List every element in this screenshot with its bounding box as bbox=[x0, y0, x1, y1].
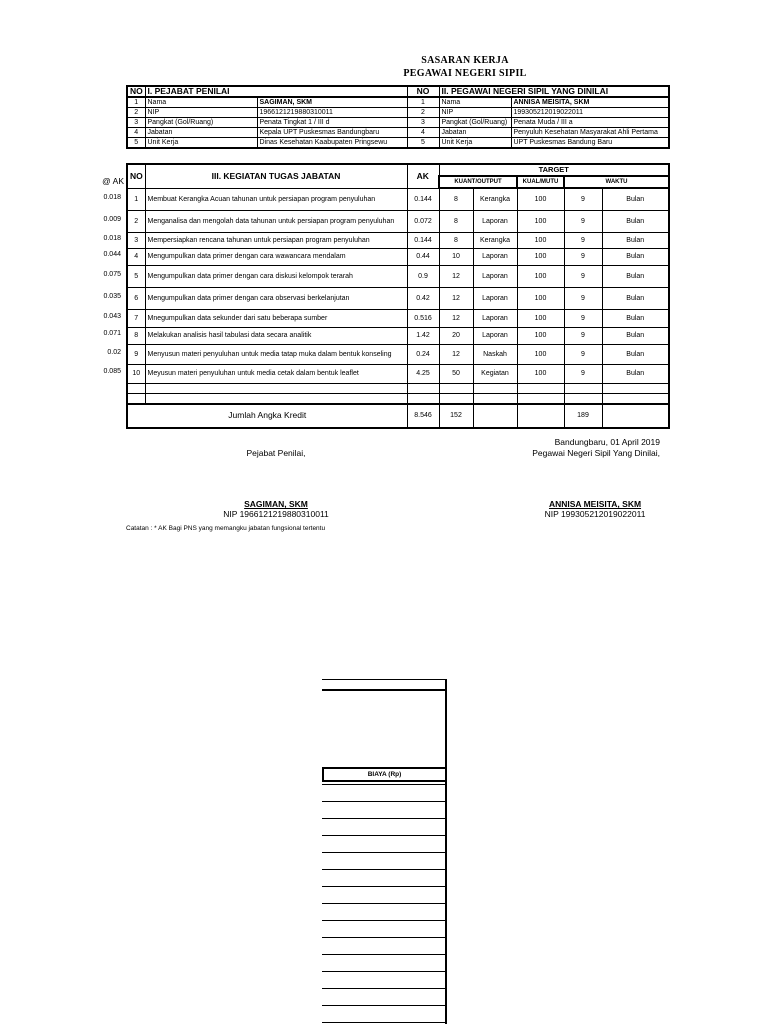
at-ak-value: 0.071 bbox=[103, 330, 121, 337]
identity-no: 4 bbox=[127, 128, 145, 138]
pejabat-header: I. PEJABAT PENILAI bbox=[145, 86, 407, 97]
kegiatan-no: 9 bbox=[127, 344, 145, 364]
kegiatan-waktu-unit: Bulan bbox=[602, 364, 669, 383]
kegiatan-mutu: 100 bbox=[517, 265, 564, 287]
pegawai-value: Penyuluh Kesehatan Masyarakat Ahli Pertama bbox=[511, 128, 669, 138]
biaya-line bbox=[322, 1022, 445, 1023]
identity-row bbox=[127, 138, 669, 149]
kegiatan-ak: 0.44 bbox=[407, 248, 439, 265]
kegiatan-desc: Menyusun materi penyuluhan untuk media tatap muka dalam bentuk konseling bbox=[145, 344, 407, 364]
total-ak: 8.546 bbox=[407, 404, 439, 428]
kegiatan-waktu-unit: Bulan bbox=[602, 309, 669, 327]
total-row bbox=[127, 404, 669, 428]
at-ak-value: 0.018 bbox=[103, 193, 121, 201]
kegiatan-no: 10 bbox=[127, 364, 145, 383]
kegiatan-title-header: III. KEGIATAN TUGAS JABATAN bbox=[145, 164, 407, 188]
kegiatan-ak: 0.9 bbox=[407, 265, 439, 287]
kegiatan-ak: 0.24 bbox=[407, 344, 439, 364]
biaya-line bbox=[322, 903, 445, 904]
kegiatan-mutu: 100 bbox=[517, 248, 564, 265]
identity-label2: NIP bbox=[439, 108, 511, 118]
kegiatan-waktu-unit: Bulan bbox=[602, 265, 669, 287]
kegiatan-waktu: 9 bbox=[564, 309, 602, 327]
biaya-line bbox=[322, 818, 445, 819]
identity-no2: 5 bbox=[407, 138, 439, 149]
identity-header-row bbox=[127, 86, 669, 97]
identity-no: 3 bbox=[127, 118, 145, 128]
kegiatan-waktu: 9 bbox=[564, 287, 602, 309]
kegiatan-mutu: 100 bbox=[517, 287, 564, 309]
kegiatan-unit: Kerangka bbox=[473, 232, 517, 248]
kegiatan-qty: 8 bbox=[439, 232, 473, 248]
kegiatan-qty: 12 bbox=[439, 265, 473, 287]
waktu-header: WAKTU bbox=[564, 176, 669, 188]
kegiatan-row bbox=[127, 248, 669, 265]
identity-no: 5 bbox=[127, 138, 145, 149]
kegiatan-mutu: 100 bbox=[517, 210, 564, 232]
kegiatan-unit: Laporan bbox=[473, 210, 517, 232]
empty-row bbox=[127, 393, 669, 404]
identity-row bbox=[127, 128, 669, 138]
identity-no2: 3 bbox=[407, 118, 439, 128]
kegiatan-unit: Laporan bbox=[473, 327, 517, 344]
kegiatan-no: 2 bbox=[127, 210, 145, 232]
biaya-line bbox=[322, 988, 445, 989]
kegiatan-row bbox=[127, 309, 669, 327]
identity-label: NIP bbox=[145, 108, 257, 118]
identity-row bbox=[127, 97, 669, 108]
kegiatan-mutu: 100 bbox=[517, 327, 564, 344]
kegiatan-ak: 0.42 bbox=[407, 287, 439, 309]
identity-no: 2 bbox=[127, 108, 145, 118]
kegiatan-row bbox=[127, 232, 669, 248]
kegiatan-waktu-unit: Bulan bbox=[602, 232, 669, 248]
kegiatan-no: 5 bbox=[127, 265, 145, 287]
kuant-header: KUANT/OUTPUT bbox=[439, 176, 517, 188]
kegiatan-desc: Melakukan analisis hasil tabulasi data secara analitik bbox=[145, 327, 407, 344]
kegiatan-desc: Mengumpulkan data primer dengan cara observasi berkelanjutan bbox=[145, 287, 407, 309]
identity-label: Unit Kerja bbox=[145, 138, 257, 149]
target-header: TARGET bbox=[439, 164, 669, 176]
kual-header: KUAL/MUTU bbox=[517, 176, 564, 188]
identity-label: Nama bbox=[145, 97, 257, 108]
pejabat-value: SAGIMAN, SKM bbox=[257, 97, 407, 108]
total-waktu: 189 bbox=[564, 404, 602, 428]
kegiatan-waktu: 9 bbox=[564, 188, 602, 210]
kegiatan-waktu-unit: Bulan bbox=[602, 188, 669, 210]
pejabat-value: Dinas Kesehatan Kaabupaten Pringsewu bbox=[257, 138, 407, 149]
kegiatan-desc: Mnegumpulkan data sekunder dari satu beberapa sumber bbox=[145, 309, 407, 327]
at-ak-header: @ AK bbox=[102, 176, 124, 186]
identity-label2: Unit Kerja bbox=[439, 138, 511, 149]
kegiatan-unit: Naskah bbox=[473, 344, 517, 364]
kegiatan-waktu: 9 bbox=[564, 265, 602, 287]
kegiatan-row bbox=[127, 344, 669, 364]
doc-title-line1: SASARAN KERJA bbox=[421, 55, 509, 66]
biaya-line bbox=[322, 920, 445, 921]
kegiatan-waktu-unit: Bulan bbox=[602, 248, 669, 265]
at-ak-value: 0.035 bbox=[103, 292, 121, 300]
kegiatan-table bbox=[126, 163, 670, 429]
identity-no2: 2 bbox=[407, 108, 439, 118]
identity-label: Pangkat (Gol/Ruang) bbox=[145, 118, 257, 128]
kegiatan-waktu-unit: Bulan bbox=[602, 287, 669, 309]
identity-no2: 4 bbox=[407, 128, 439, 138]
kegiatan-waktu: 9 bbox=[564, 344, 602, 364]
kegiatan-qty: 8 bbox=[439, 188, 473, 210]
right-signer-name: ANNISA MEISITA, SKM bbox=[548, 499, 642, 509]
kegiatan-ak: 0.144 bbox=[407, 188, 439, 210]
kegiatan-qty: 20 bbox=[439, 327, 473, 344]
biaya-line bbox=[322, 937, 445, 938]
kegiatan-row bbox=[127, 265, 669, 287]
pegawai-header: II. PEGAWAI NEGERI SIPIL YANG DINILAI bbox=[439, 86, 669, 97]
kegiatan-row bbox=[127, 287, 669, 309]
biaya-right-border bbox=[445, 679, 447, 1024]
identity-row bbox=[127, 108, 669, 118]
identity-table bbox=[126, 85, 670, 149]
kegiatan-mutu: 100 bbox=[517, 232, 564, 248]
left-signer-name: SAGIMAN, SKM bbox=[244, 499, 308, 509]
pegawai-value: UPT Puskesmas Bandung Baru bbox=[511, 138, 669, 149]
kegiatan-desc: Mengumpulkan data primer dengan cara wawancara mendalam bbox=[145, 248, 407, 265]
right-signer-nip: NIP 199305212019022011 bbox=[544, 509, 646, 519]
biaya-line bbox=[322, 852, 445, 853]
biaya-line bbox=[322, 1005, 445, 1006]
total-qty: 152 bbox=[439, 404, 473, 428]
kegiatan-desc: Mengumpulkan data primer dengan cara diskusi kelompok terarah bbox=[145, 265, 407, 287]
kegiatan-unit: Kerangka bbox=[473, 188, 517, 210]
left-role: Pejabat Penilai, bbox=[246, 448, 306, 458]
identity-label: Jabatan bbox=[145, 128, 257, 138]
kegiatan-qty: 8 bbox=[439, 210, 473, 232]
kegiatan-qty: 12 bbox=[439, 309, 473, 327]
kegiatan-row bbox=[127, 364, 669, 383]
kegiatan-waktu: 9 bbox=[564, 248, 602, 265]
left-signer-nip: NIP 196612121988031001​1 bbox=[223, 509, 329, 519]
biaya-top-line bbox=[322, 679, 446, 680]
biaya-line bbox=[322, 869, 445, 870]
kegiatan-header-row bbox=[127, 164, 669, 176]
at-ak-value: 0.009 bbox=[103, 215, 121, 223]
kegiatan-ak: 0.516 bbox=[407, 309, 439, 327]
kegiatan-desc: Menganalisa dan mengolah data tahunan untuk persiapan program penyuluhan bbox=[145, 210, 407, 232]
biaya-line bbox=[322, 801, 445, 802]
kegiatan-no: 7 bbox=[127, 309, 145, 327]
identity-no: 1 bbox=[127, 97, 145, 108]
kegiatan-ak: 1.42 bbox=[407, 327, 439, 344]
kegiatan-waktu-unit: Bulan bbox=[602, 210, 669, 232]
kegiatan-waktu: 9 bbox=[564, 364, 602, 383]
at-ak-value: 0.044 bbox=[103, 251, 121, 258]
pejabat-value: 196612121988031001​1 bbox=[257, 108, 407, 118]
kegiatan-desc: Mempersiapkan rencana tahunan untuk persiapan program penyuluhan bbox=[145, 232, 407, 248]
kegiatan-no: 8 bbox=[127, 327, 145, 344]
at-ak-value: 0.043 bbox=[103, 312, 121, 320]
biaya-line bbox=[322, 954, 445, 955]
total-label: Jumlah Angka Kredit bbox=[127, 404, 407, 428]
pegawai-value: 199305212019022011 bbox=[511, 108, 669, 118]
identity-no2: 1 bbox=[407, 97, 439, 108]
kegiatan-desc: Membuat Kerangka Acuan tahunan untuk persiapan program penyuluhan bbox=[145, 188, 407, 210]
identity-no-header: NO bbox=[127, 86, 145, 97]
identity-row bbox=[127, 118, 669, 128]
pejabat-value: Penata Tingkat 1 / III d bbox=[257, 118, 407, 128]
place-date: Bandungbaru, 01 April 2019 bbox=[554, 437, 660, 447]
at-ak-value: 0.075 bbox=[103, 270, 121, 278]
kegiatan-waktu: 9 bbox=[564, 232, 602, 248]
kegiatan-no: 3 bbox=[127, 232, 145, 248]
kegiatan-mutu: 100 bbox=[517, 344, 564, 364]
kegiatan-no-header: NO bbox=[127, 164, 145, 188]
kegiatan-mutu: 100 bbox=[517, 364, 564, 383]
identity-no2-header: NO bbox=[407, 86, 439, 97]
kegiatan-waktu-unit: Bulan bbox=[602, 327, 669, 344]
footnote: Catatan : * AK Bagi PNS yang memangku jabatan fungsional tertentu bbox=[126, 525, 326, 532]
kegiatan-mutu: 100 bbox=[517, 309, 564, 327]
kegiatan-row bbox=[127, 327, 669, 344]
kegiatan-ak: 4.25 bbox=[407, 364, 439, 383]
kegiatan-ak: 0.144 bbox=[407, 232, 439, 248]
kegiatan-unit: Laporan bbox=[473, 265, 517, 287]
biaya-top-line2 bbox=[322, 689, 446, 691]
kegiatan-waktu: 9 bbox=[564, 210, 602, 232]
kegiatan-row bbox=[127, 210, 669, 232]
biaya-line bbox=[322, 886, 445, 887]
kegiatan-unit: Laporan bbox=[473, 248, 517, 265]
biaya-line bbox=[322, 784, 445, 785]
kegiatan-mutu: 100 bbox=[517, 188, 564, 210]
kegiatan-ak: 0.072 bbox=[407, 210, 439, 232]
kegiatan-unit: Laporan bbox=[473, 309, 517, 327]
kegiatan-row bbox=[127, 188, 669, 210]
kegiatan-qty: 12 bbox=[439, 344, 473, 364]
biaya-line bbox=[322, 971, 445, 972]
kegiatan-waktu: 9 bbox=[564, 327, 602, 344]
kegiatan-no: 6 bbox=[127, 287, 145, 309]
ak-header: AK bbox=[407, 164, 439, 188]
kegiatan-unit: Kegiatan bbox=[473, 364, 517, 383]
kegiatan-qty: 12 bbox=[439, 287, 473, 309]
identity-label2: Nama bbox=[439, 97, 511, 108]
at-ak-value: 0.085 bbox=[103, 368, 121, 375]
at-ak-value: 0.018 bbox=[103, 234, 121, 242]
identity-label2: Pangkat (Gol/Ruang) bbox=[439, 118, 511, 128]
kegiatan-waktu-unit: Bulan bbox=[602, 344, 669, 364]
biaya-header: BIAYA (Rp) bbox=[322, 767, 447, 782]
right-role: Pegawai Negeri Sipil Yang Dinilai, bbox=[532, 448, 660, 458]
pegawai-value: Penata Muda / III a bbox=[511, 118, 669, 128]
pegawai-value: ANNISA MEISITA, SKM bbox=[511, 97, 669, 108]
kegiatan-desc: Meyusun materi penyuluhan untuk media cetak dalam bentuk leaflet bbox=[145, 364, 407, 383]
pejabat-value: Kepala UPT Puskesmas Bandungbaru bbox=[257, 128, 407, 138]
identity-label2: Jabatan bbox=[439, 128, 511, 138]
kegiatan-no: 4 bbox=[127, 248, 145, 265]
kegiatan-qty: 10 bbox=[439, 248, 473, 265]
kegiatan-unit: Laporan bbox=[473, 287, 517, 309]
kegiatan-qty: 50 bbox=[439, 364, 473, 383]
biaya-line bbox=[322, 835, 445, 836]
at-ak-value: 0.02 bbox=[107, 348, 121, 356]
empty-row bbox=[127, 383, 669, 393]
doc-title-line2: PEGAWAI NEGERI SIPIL bbox=[403, 68, 527, 79]
kegiatan-no: 1 bbox=[127, 188, 145, 210]
